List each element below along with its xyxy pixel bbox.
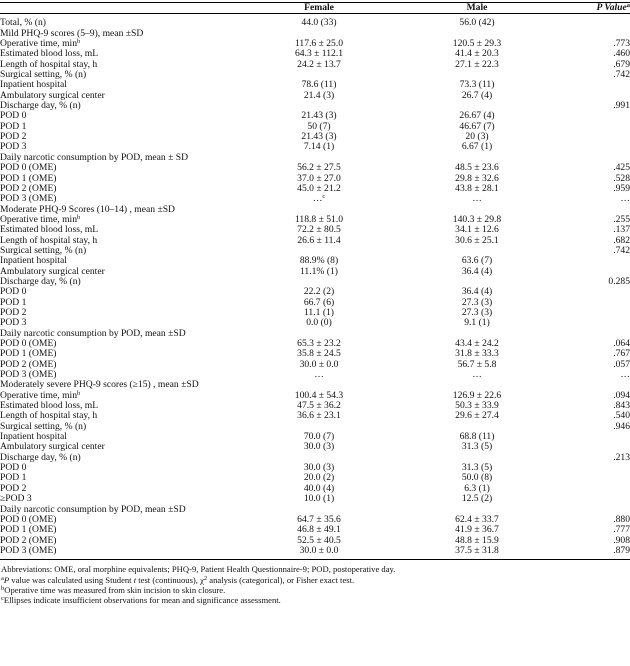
cell-male: 26.7 (4) bbox=[461, 89, 493, 101]
row-label-text: POD 1 (OME) bbox=[0, 348, 57, 360]
cell-p-value bbox=[571, 80, 630, 90]
row-label bbox=[0, 473, 255, 483]
header-p-value bbox=[571, 3, 630, 14]
cell-female-value: 37.0 ± 27.0 bbox=[297, 172, 341, 184]
cell-female-value: 30.0 ± 0.0 bbox=[299, 544, 339, 556]
row-label-text: POD 2 bbox=[0, 131, 27, 143]
header-p-value-text: P Value bbox=[596, 2, 627, 13]
cell-p-value: .946 bbox=[613, 420, 630, 432]
row-label-text: Moderate PHQ-9 Scores (10–14) , mean ±SD bbox=[0, 203, 175, 215]
header-p-value-sup: a bbox=[626, 2, 630, 9]
row-label-text: Total, % (n) bbox=[0, 17, 46, 29]
cell-p-value bbox=[571, 122, 630, 132]
footnote-b-text: Operative time was measured from skin incision to skin closure. bbox=[4, 584, 226, 595]
row-label-text: Discharge day, % (n) bbox=[0, 275, 81, 287]
cell-p-value: .094 bbox=[613, 389, 630, 401]
cell-female bbox=[255, 14, 383, 29]
row-label-text: POD 1 bbox=[0, 120, 27, 132]
footnote-c-text: Ellipses indicate insufficient observations for mean and significance assessment. bbox=[3, 595, 281, 606]
row-label-sup: b bbox=[77, 38, 81, 46]
row-label-text: POD 0 bbox=[0, 286, 27, 298]
footnote-abbreviations: Abbreviations: OME, oral morphine equivalents; PHQ-9, Patient Health Questionnaire-9; POD, postoperative day. bbox=[1, 564, 396, 575]
cell-female bbox=[255, 318, 383, 328]
cell-male: 6.3 (1) bbox=[464, 482, 490, 494]
footnote-a-text3: analysis (categorical), or Fisher exact test. bbox=[207, 574, 355, 585]
cell-male: 50.0 (8) bbox=[461, 472, 493, 484]
cell-female-value: 45.0 ± 21.2 bbox=[297, 182, 341, 194]
table-row bbox=[0, 442, 630, 452]
cell-male: 73.3 (11) bbox=[459, 79, 495, 91]
footnote-a-text: value was calculated using Student bbox=[9, 574, 134, 585]
cell-female-value: 72.2 ± 80.5 bbox=[297, 224, 341, 236]
cell-male: 46.67 (7) bbox=[459, 120, 495, 132]
footnote-a bbox=[1, 575, 630, 585]
row-label-text: POD 2 (OME) bbox=[0, 534, 57, 546]
cell-female bbox=[255, 494, 383, 504]
cell-male: 41.9 ± 36.7 bbox=[455, 524, 499, 536]
cell-p-value: .682 bbox=[613, 234, 630, 246]
cell-male: 48.8 ± 15.9 bbox=[455, 534, 499, 546]
cell-female-value: 7.14 (1) bbox=[303, 141, 335, 153]
cell-female-value: 11.1 (1) bbox=[303, 306, 335, 318]
cell-female bbox=[255, 194, 383, 204]
cell-female bbox=[255, 60, 383, 70]
cell-female-value: 44.0 (33) bbox=[301, 17, 337, 29]
row-label-text: POD 1 (OME) bbox=[0, 172, 57, 184]
cell-male: 63.6 (7) bbox=[461, 255, 493, 267]
row-label-text: POD 2 bbox=[0, 306, 27, 318]
row-label-sup: b bbox=[77, 389, 81, 397]
row-label-text: Inpatient hospital bbox=[0, 255, 67, 267]
row-label-text: Estimated blood loss, mL bbox=[0, 224, 99, 236]
cell-female-value: 50 (7) bbox=[307, 120, 331, 132]
cell-female-value: 70.0 (7) bbox=[303, 431, 335, 443]
cell-female-value: 11.1% (1) bbox=[299, 265, 338, 277]
cell-male: 48.5 ± 23.6 bbox=[455, 162, 499, 174]
row-label bbox=[0, 298, 255, 308]
footnote-a-text2: test (continuous), χ bbox=[136, 574, 204, 585]
row-label-text: POD 0 (OME) bbox=[0, 162, 57, 174]
cell-p-value bbox=[571, 298, 630, 308]
cell-female-value: … bbox=[312, 193, 323, 205]
cell-p-value: .528 bbox=[613, 172, 630, 184]
table-row bbox=[0, 236, 630, 246]
row-label-text: Mild PHQ-9 scores (5–9), mean ±SD bbox=[0, 27, 144, 39]
cell-male: 29.6 ± 27.4 bbox=[455, 410, 499, 422]
cell-female bbox=[255, 91, 383, 101]
cell-p-value: .742 bbox=[613, 244, 630, 256]
cell-male: 56.7 ± 5.8 bbox=[457, 358, 497, 370]
row-label-text: Discharge day, % (n) bbox=[0, 451, 81, 463]
cell-p-value: .137 bbox=[613, 224, 630, 236]
row-label-text: Ambulatory surgical center bbox=[0, 89, 105, 101]
cell-male: 31.8 ± 33.3 bbox=[455, 348, 499, 360]
cell-p-value: … bbox=[620, 369, 630, 381]
row-label-text: POD 0 bbox=[0, 110, 27, 122]
row-label-text: Inpatient hospital bbox=[0, 431, 67, 443]
cell-p-value bbox=[571, 111, 630, 121]
cell-p-value: … bbox=[620, 193, 630, 205]
cell-female bbox=[255, 236, 383, 246]
cell-p-value: .742 bbox=[613, 69, 630, 81]
cell-female-value: 30.0 ± 0.0 bbox=[299, 358, 339, 370]
cell-p-value: .843 bbox=[613, 400, 630, 412]
cell-p-value bbox=[571, 132, 630, 142]
row-label-text: Surgical setting, % (n) bbox=[0, 69, 87, 81]
row-label-text: Surgical setting, % (n) bbox=[0, 244, 87, 256]
cell-p-value: .425 bbox=[613, 162, 630, 174]
cell-female-value: 117.6 ± 25.0 bbox=[294, 38, 344, 50]
cell-male: 43.8 ± 28.1 bbox=[455, 182, 499, 194]
table-body bbox=[0, 14, 630, 560]
cell-p-value: .880 bbox=[613, 513, 630, 525]
cell-male: 36.4 (4) bbox=[461, 286, 493, 298]
cell-female-value: 52.5 ± 40.5 bbox=[297, 534, 341, 546]
cell-p-value bbox=[571, 473, 630, 483]
cell-female-value: 20.0 (2) bbox=[303, 472, 335, 484]
row-label bbox=[0, 463, 255, 473]
row-label-text: POD 1 bbox=[0, 472, 27, 484]
cell-female-value: 100.4 ± 54.3 bbox=[294, 389, 344, 401]
row-label-text: Length of hospital stay, h bbox=[0, 410, 98, 422]
table-row bbox=[0, 91, 630, 101]
cell-female bbox=[255, 267, 383, 277]
row-label-text: POD 2 (OME) bbox=[0, 182, 57, 194]
cell-p-value bbox=[571, 463, 630, 473]
cell-female-value: 36.6 ± 23.1 bbox=[297, 410, 341, 422]
cell-p-value: .064 bbox=[613, 338, 630, 349]
row-label-text: POD 3 bbox=[0, 317, 27, 329]
cell-female-value: 118.8 ± 51.0 bbox=[294, 213, 344, 225]
row-label bbox=[0, 14, 255, 29]
cell-female-value: 78.6 (11) bbox=[301, 79, 337, 91]
cell-p-value: .679 bbox=[613, 58, 630, 70]
row-label-text: Estimated blood loss, mL bbox=[0, 400, 99, 412]
row-label-text: Daily narcotic consumption by POD, mean ±SD bbox=[0, 327, 186, 339]
cell-female bbox=[255, 411, 383, 421]
cell-female-value: 30.0 (3) bbox=[303, 462, 335, 474]
table-row bbox=[0, 14, 630, 29]
cell-female-value: 10.0 (1) bbox=[303, 493, 335, 505]
cell-male: 62.4 ± 33.7 bbox=[455, 513, 499, 525]
row-label-text: Daily narcotic consumption by POD, mean ± SD bbox=[0, 151, 189, 163]
row-label-text: Discharge day, % (n) bbox=[0, 100, 81, 112]
cell-male: 56.0 (42) bbox=[459, 17, 495, 29]
cell-female bbox=[255, 442, 383, 452]
row-label bbox=[0, 287, 255, 297]
row-label-text: Ambulatory surgical center bbox=[0, 265, 105, 277]
cell-male: 27.1 ± 22.3 bbox=[455, 58, 499, 70]
table-header-row bbox=[0, 3, 630, 14]
row-label-text: POD 1 bbox=[0, 296, 27, 308]
cell-female-value: 40.0 (4) bbox=[303, 482, 335, 494]
row-label bbox=[0, 132, 255, 142]
cell-female-value: 26.6 ± 11.4 bbox=[297, 234, 341, 246]
cell-female-value: 21.43 (3) bbox=[301, 110, 337, 122]
cell-p-value bbox=[571, 494, 630, 504]
row-label-text: POD 3 (OME) bbox=[0, 369, 57, 381]
cell-male: 43.4 ± 24.2 bbox=[455, 338, 499, 349]
row-label-text: POD 0 (OME) bbox=[0, 338, 57, 349]
cell-p-value: 0.285 bbox=[608, 275, 630, 287]
table-row bbox=[0, 411, 630, 421]
cell-female-value: 66.7 (6) bbox=[303, 296, 335, 308]
row-label-text: POD 3 (OME) bbox=[0, 544, 57, 556]
cell-male: 31.3 (5) bbox=[461, 462, 493, 474]
data-table bbox=[0, 2, 630, 560]
cell-female-value: 35.8 ± 24.5 bbox=[297, 348, 341, 360]
row-label-text: POD 1 (OME) bbox=[0, 524, 57, 536]
cell-female-value: 0.0 (0) bbox=[306, 317, 332, 329]
cell-male: 36.4 (4) bbox=[461, 265, 493, 277]
cell-p-value: .460 bbox=[613, 48, 630, 60]
cell-female-value: 47.5 ± 36.2 bbox=[297, 400, 341, 412]
footnote-a-mark: a bbox=[1, 574, 4, 582]
row-label-text: Length of hospital stay, h bbox=[0, 234, 98, 246]
cell-p-value: .908 bbox=[613, 534, 630, 546]
row-label bbox=[0, 111, 255, 121]
cell-male: 37.5 ± 31.8 bbox=[383, 546, 571, 560]
cell-male: 68.8 (11) bbox=[459, 431, 495, 443]
cell-female-value: 64.7 ± 35.6 bbox=[297, 513, 341, 525]
row-label-text: POD 2 bbox=[0, 482, 27, 494]
row-label-text: Operative time, min bbox=[0, 213, 77, 225]
row-label-text: POD 3 (OME) bbox=[0, 193, 57, 205]
cell-male: 140.3 ± 29.8 bbox=[452, 213, 502, 225]
row-label-text: POD 3 bbox=[0, 141, 27, 153]
cell-p-value: .773 bbox=[613, 38, 630, 50]
row-label-text: POD 2 (OME) bbox=[0, 358, 57, 370]
table-row bbox=[0, 267, 630, 277]
row-label-text: POD 0 bbox=[0, 462, 27, 474]
cell-male: 26.67 (4) bbox=[459, 110, 495, 122]
table-footnotes bbox=[0, 560, 630, 605]
cell-male: 9.1 (1) bbox=[464, 317, 490, 329]
footnote-b-mark: b bbox=[1, 584, 5, 592]
cell-p-value bbox=[571, 318, 630, 328]
cell-p-value: .879 bbox=[571, 546, 630, 560]
cell-p-value bbox=[571, 256, 630, 266]
cell-male: 20 (3) bbox=[465, 131, 489, 143]
cell-female-value: 30.0 (3) bbox=[303, 441, 335, 453]
row-label-text: ≥POD 3 bbox=[0, 493, 32, 505]
cell-male: 27.3 (3) bbox=[461, 306, 493, 318]
row-label bbox=[0, 101, 255, 111]
header-label bbox=[0, 3, 255, 14]
cell-p-value: .959 bbox=[613, 182, 630, 194]
cell-female-value: 21.43 (3) bbox=[301, 131, 337, 143]
cell-female-value: 21.4 (3) bbox=[303, 89, 335, 101]
cell-p-value: .540 bbox=[613, 410, 630, 422]
cell-p-value bbox=[571, 287, 630, 297]
cell-male: … bbox=[472, 369, 482, 381]
header-female: Female bbox=[255, 3, 383, 14]
cell-p-value: .213 bbox=[613, 451, 630, 463]
cell-p-value bbox=[571, 308, 630, 318]
cell-p-value: .057 bbox=[613, 358, 630, 370]
row-label-text: Operative time, min bbox=[0, 389, 77, 401]
row-label bbox=[0, 453, 255, 463]
footnote-a-italic2: t bbox=[133, 574, 137, 585]
cell-male: 29.8 ± 32.6 bbox=[455, 172, 499, 184]
row-label bbox=[0, 122, 255, 132]
cell-female-value: 65.3 ± 23.2 bbox=[297, 338, 341, 349]
cell-female-value: 56.2 ± 27.5 bbox=[297, 162, 341, 174]
footnote-a-sup2: 2 bbox=[203, 574, 208, 582]
cell-p-value bbox=[571, 484, 630, 494]
row-label-text: POD 0 (OME) bbox=[0, 513, 57, 525]
cell-p-value: .777 bbox=[613, 524, 630, 536]
cell-male: 6.67 (1) bbox=[461, 141, 493, 153]
row-label-text: Estimated blood loss, mL bbox=[0, 48, 99, 60]
cell-male: 41.4 ± 20.3 bbox=[455, 48, 499, 60]
cell-p-value bbox=[571, 14, 630, 29]
cell-female-value: 64.3 ± 112.1 bbox=[294, 48, 344, 60]
cell-male: 30.6 ± 25.1 bbox=[455, 234, 499, 246]
cell-female-value: 46.8 ± 49.1 bbox=[297, 524, 341, 536]
table-row bbox=[0, 60, 630, 70]
cell-male: 12.5 (2) bbox=[461, 493, 493, 505]
row-label-text: Length of hospital stay, h bbox=[0, 58, 98, 70]
cell-female-value: … bbox=[314, 369, 324, 381]
cell-female bbox=[255, 546, 383, 560]
cell-male: 31.3 (5) bbox=[461, 441, 493, 453]
cell-p-value bbox=[571, 432, 630, 442]
cell-female-sup: c bbox=[322, 193, 326, 201]
cell-p-value: .991 bbox=[613, 100, 630, 112]
row-label bbox=[0, 546, 255, 560]
row-label bbox=[0, 308, 255, 318]
cell-male: … bbox=[472, 193, 482, 205]
row-label-text: Inpatient hospital bbox=[0, 79, 67, 91]
table-row bbox=[0, 546, 630, 560]
header-male: Male bbox=[383, 3, 571, 14]
cell-p-value: .767 bbox=[613, 348, 630, 360]
row-label-text: Ambulatory surgical center bbox=[0, 441, 105, 453]
footnote-c-mark: c bbox=[1, 595, 4, 603]
cell-p-value: .255 bbox=[613, 213, 630, 225]
cell-female-value: 24.2 ± 13.7 bbox=[297, 58, 341, 70]
row-label-sup: b bbox=[77, 213, 81, 221]
cell-male: 50.3 ± 33.9 bbox=[455, 400, 499, 412]
cell-male: 34.1 ± 12.6 bbox=[455, 224, 499, 236]
footnote-b bbox=[1, 585, 630, 595]
cell-male: 126.9 ± 22.6 bbox=[452, 389, 502, 401]
cell-p-value bbox=[571, 142, 630, 152]
cell-female-value: 22.2 (2) bbox=[303, 286, 335, 298]
row-label-text: Operative time, min bbox=[0, 38, 77, 50]
row-label-text: Moderately severe PHQ-9 scores (≥15) , mean ±SD bbox=[0, 379, 199, 391]
cell-male: 120.5 ± 29.3 bbox=[452, 38, 502, 50]
row-label bbox=[0, 484, 255, 494]
footnote-c bbox=[1, 595, 630, 605]
row-label bbox=[0, 277, 255, 287]
cell-female bbox=[255, 142, 383, 152]
footnote-a-italic: P bbox=[3, 574, 10, 585]
cell-male: 27.3 (3) bbox=[461, 296, 493, 308]
row-label-text: Surgical setting, % (n) bbox=[0, 420, 87, 432]
cell-female-value: 88.9% (8) bbox=[299, 255, 339, 267]
cell-female bbox=[255, 370, 383, 380]
row-label-text: Daily narcotic consumption by POD, mean ±SD bbox=[0, 503, 186, 515]
